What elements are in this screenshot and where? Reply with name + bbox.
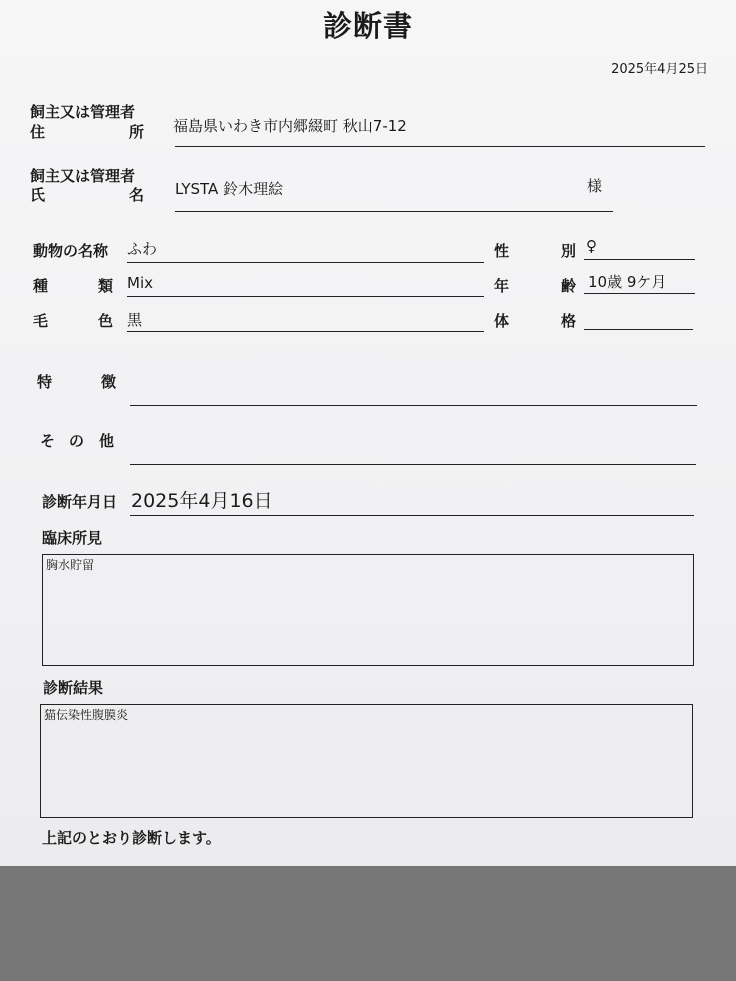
- exam-date-underline: [130, 515, 694, 516]
- owner-address-label-line1: 飼主又は管理者: [30, 103, 136, 121]
- breed-value: Mix: [127, 274, 153, 292]
- owner-address-value: 福島県いわき市内郷綴町 秋山7-12: [173, 117, 407, 135]
- age-underline: [584, 293, 695, 294]
- clinical-findings-text: 胸水貯留: [46, 558, 95, 572]
- other-underline: [130, 464, 696, 465]
- sex-label-char1: 性: [494, 242, 510, 260]
- color-underline: [127, 331, 484, 332]
- other-label-char2: の: [69, 432, 85, 450]
- color-label-char1: 毛: [33, 312, 49, 330]
- clinical-findings-label: 臨床所見: [42, 529, 103, 547]
- age-label-char2: 齢: [561, 277, 577, 295]
- document-title: 診断書: [322, 9, 413, 43]
- background-shadow: [0, 866, 736, 981]
- animal-name-value: ふわ: [127, 240, 158, 258]
- owner-name-value: LYSTA 鈴木理絵: [175, 180, 284, 198]
- owner-name-label-char1: 氏: [30, 186, 46, 204]
- animal-name-label: 動物の名称: [33, 242, 109, 260]
- closing-statement: 上記のとおり診断します。: [42, 829, 221, 847]
- owner-name-label-char2: 名: [129, 186, 145, 204]
- color-value: 黒: [127, 311, 143, 329]
- age-value: 10歳 9ケ月: [588, 273, 667, 291]
- exam-date-label: 診断年月日: [42, 493, 118, 511]
- breed-label-char2: 類: [98, 277, 114, 295]
- sex-underline: [584, 259, 695, 260]
- owner-address-underline: [175, 146, 705, 147]
- owner-name-label-line1: 飼主又は管理者: [30, 167, 136, 185]
- age-label-char1: 年: [494, 277, 510, 295]
- build-label-char2: 格: [561, 312, 577, 330]
- diagnosis-box: [40, 704, 693, 818]
- owner-name-honorific: 様: [587, 177, 603, 195]
- other-label-char1: そ: [40, 432, 56, 450]
- color-label-char2: 色: [98, 312, 114, 330]
- sex-value: ♀: [586, 237, 597, 255]
- owner-address-label-char1: 住: [30, 123, 46, 141]
- diagnosis-text: 猫伝染性腹膜炎: [44, 708, 129, 722]
- issue-date: 2025年4月25日: [611, 62, 708, 77]
- build-underline: [584, 329, 693, 330]
- exam-date-value: 2025年4月16日: [131, 490, 273, 512]
- features-label-char1: 特: [37, 373, 53, 391]
- features-underline: [130, 405, 697, 406]
- clinical-findings-box: [42, 554, 694, 666]
- diagnosis-label: 診断結果: [43, 679, 104, 697]
- sex-label-char2: 別: [561, 242, 577, 260]
- breed-label-char1: 種: [33, 277, 49, 295]
- other-label-char3: 他: [99, 432, 115, 450]
- owner-name-underline: [175, 211, 613, 212]
- breed-underline: [127, 296, 484, 297]
- features-label-char2: 徴: [101, 373, 117, 391]
- owner-address-label-char2: 所: [129, 123, 145, 141]
- animal-name-underline: [127, 262, 484, 263]
- build-label-char1: 体: [494, 312, 510, 330]
